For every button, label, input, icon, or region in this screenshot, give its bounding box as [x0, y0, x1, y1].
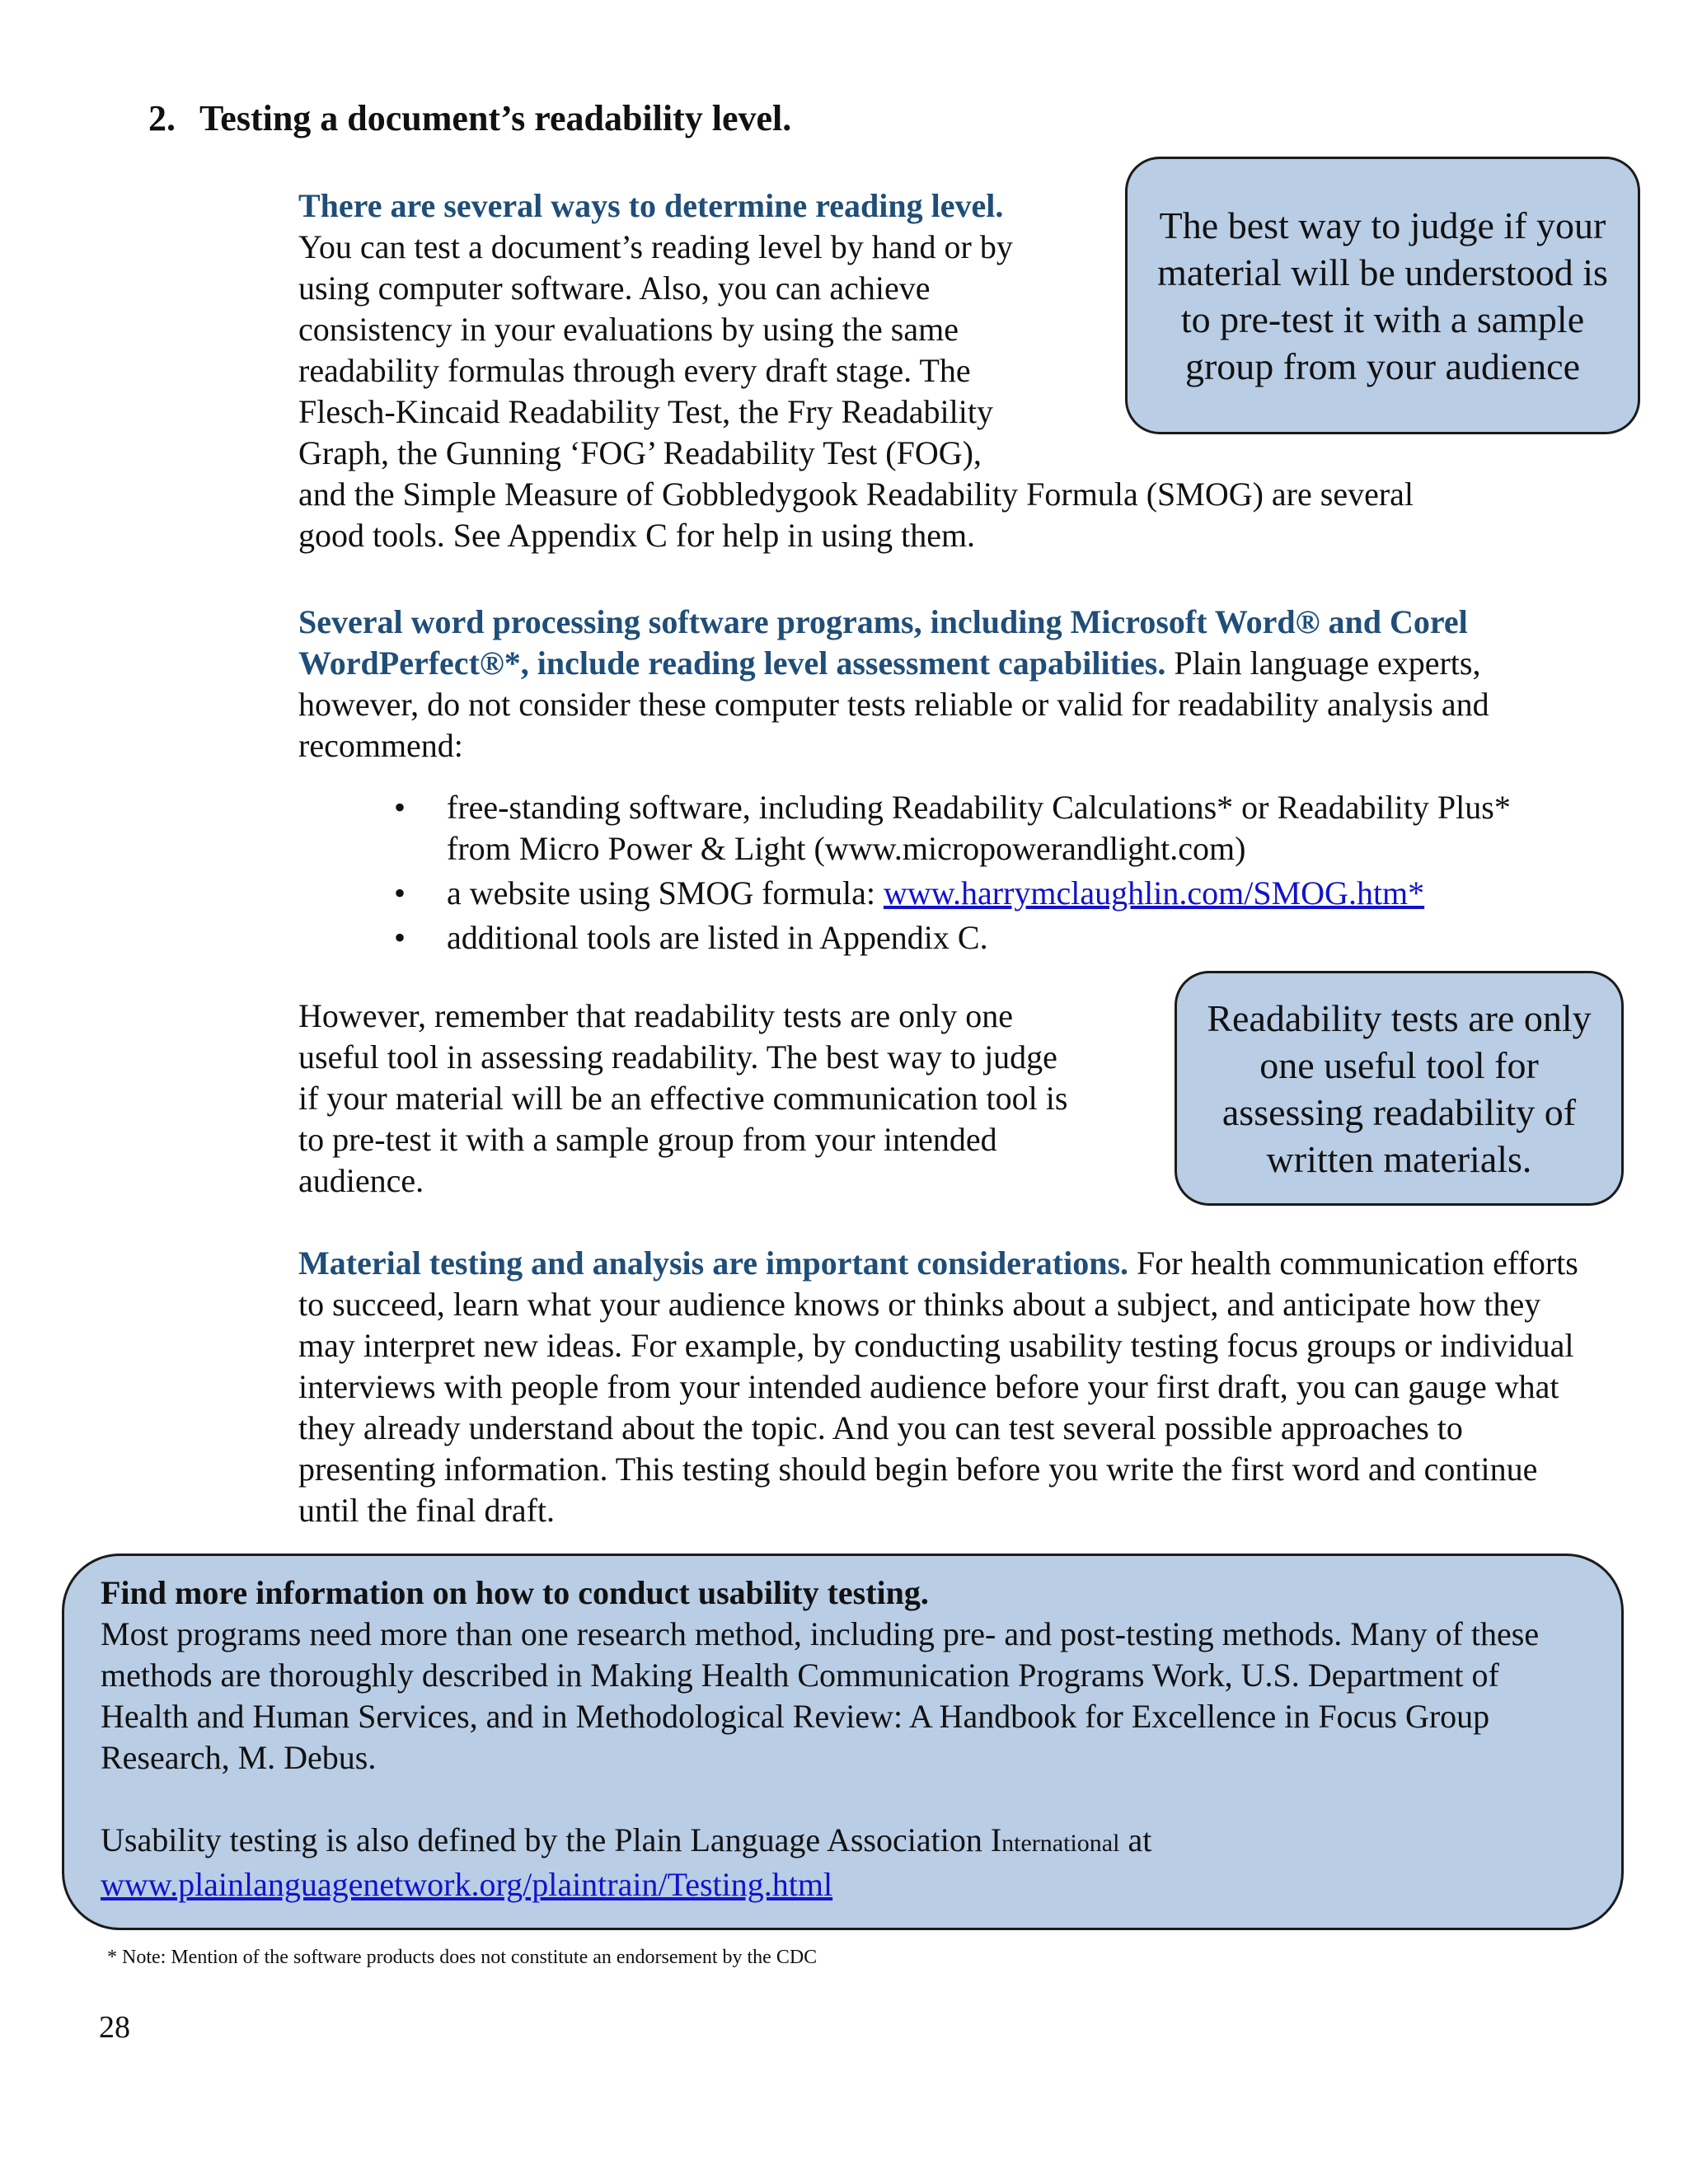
small-caps-text: nternational: [1001, 1830, 1120, 1857]
list-item-text: free-standing software, including Readability Calculations* or Readability Plus* from Micro Power & Light (www.micropowerandlight.com): [447, 789, 1511, 867]
paragraph-line: to pre-test it with a sample group from your intended: [298, 1121, 997, 1158]
info-box-title: Find more information on how to conduct usability testing.: [101, 1574, 929, 1611]
info-box-body: Most programs need more than one research method, including pre- and post-testing methods. Many of these methods are thoroughly described in Making Health Communication Programs Work, U.S. Department of Health and Human Services, and in Methodological Review: A Handbook for Excellence in Focus Group Research, M. Debus.: [101, 1615, 1540, 1776]
smog-link[interactable]: www.harrymclaughlin.com/SMOG.htm*: [883, 874, 1425, 912]
paragraph-line: and the Simple Measure of Gobbledygook Readability Formula (SMOG) are several: [298, 476, 1414, 513]
paragraph-line: Graph, the Gunning ‘FOG’ Readability Test (FOG),: [298, 434, 982, 471]
page-number: 28: [99, 2010, 130, 2045]
paragraph-line: However, remember that readability tests are only one: [298, 997, 1013, 1034]
callout-readability-tests: [1175, 971, 1624, 1206]
list-item-text: additional tools are listed in Appendix C.: [447, 919, 988, 956]
paragraph-line: Flesch-Kincaid Readability Test, the Fry Readability: [298, 393, 993, 430]
paragraph-line: consistency in your evaluations by using the same: [298, 311, 959, 348]
paragraph-material-testing: [298, 1243, 1601, 1531]
section-heading: [148, 97, 791, 139]
paragraph-line: good tools. See Appendix C for help in using them.: [298, 517, 976, 554]
paragraph-line: if your material will be an effective communication tool is: [298, 1080, 1068, 1117]
paragraph-line: audience.: [298, 1162, 424, 1199]
callout-text: The best way to judge if your material will be understood is to pre-test it with a sample group from your audience: [1157, 204, 1608, 387]
footnote: * Note: Mention of the software products does not constitute an endorsement by the CDC: [107, 1947, 818, 1968]
info-box-usability-text: Usability testing is also defined by the Plain Language Association International at: [101, 1821, 1152, 1858]
bullet-icon: •: [394, 789, 406, 826]
paragraph-lead: There are several ways to determine reading level.: [298, 187, 1004, 224]
paragraph-software-programs: [298, 602, 1601, 766]
paragraph-line: readability formulas through every draft stage. The: [298, 352, 971, 389]
list-item: [298, 787, 1559, 869]
plain-language-link[interactable]: www.plainlanguagenetwork.org/plaintrain/Testing.html: [101, 1866, 833, 1903]
callout-best-way: [1125, 157, 1640, 434]
list-item-text: a website using SMOG formula:: [447, 874, 884, 912]
tools-bullet-list: [298, 787, 1559, 958]
list-item: [298, 873, 1559, 914]
usability-info-box: [62, 1554, 1624, 1930]
bullet-icon: •: [394, 919, 406, 956]
paragraph-readability-tests: [298, 996, 1164, 1202]
bullet-icon: •: [394, 874, 406, 912]
paragraph-body: For health communication efforts to succeed, learn what your audience knows or thinks about a subject, and anticipate how they may interpret new ideas. For example, by conducting usability testing focus groups or individual interviews with people from your intended audience before your first draft, you can gauge what they already understand about the topic. And you can test several possible approaches to presenting information. This testing should begin before you write the first word and continue until the final draft.: [298, 1244, 1578, 1529]
paragraph-lead: Material testing and analysis are important considerations.: [298, 1244, 1129, 1282]
section-title: Testing a document’s readability level.: [199, 98, 792, 138]
paragraph-body: Plain language experts, however, do not consider these computer tests reliable or valid for readability analysis and recommend:: [298, 644, 1489, 764]
paragraph-line: You can test a document’s reading level by hand or by: [298, 228, 1013, 265]
paragraph-lead: Several word processing software programs, including Microsoft Word® and Corel WordPerfect®*, include reading level assessment capabilities.: [298, 603, 1468, 682]
list-item: [298, 917, 1559, 958]
callout-text: Readability tests are only one useful tool for assessing readability of written materials.: [1207, 996, 1592, 1180]
section-number: 2.: [148, 98, 176, 138]
paragraph-line: useful tool in assessing readability. The best way to judge: [298, 1038, 1057, 1076]
paragraph-line: using computer software. Also, you can achieve: [298, 269, 931, 307]
